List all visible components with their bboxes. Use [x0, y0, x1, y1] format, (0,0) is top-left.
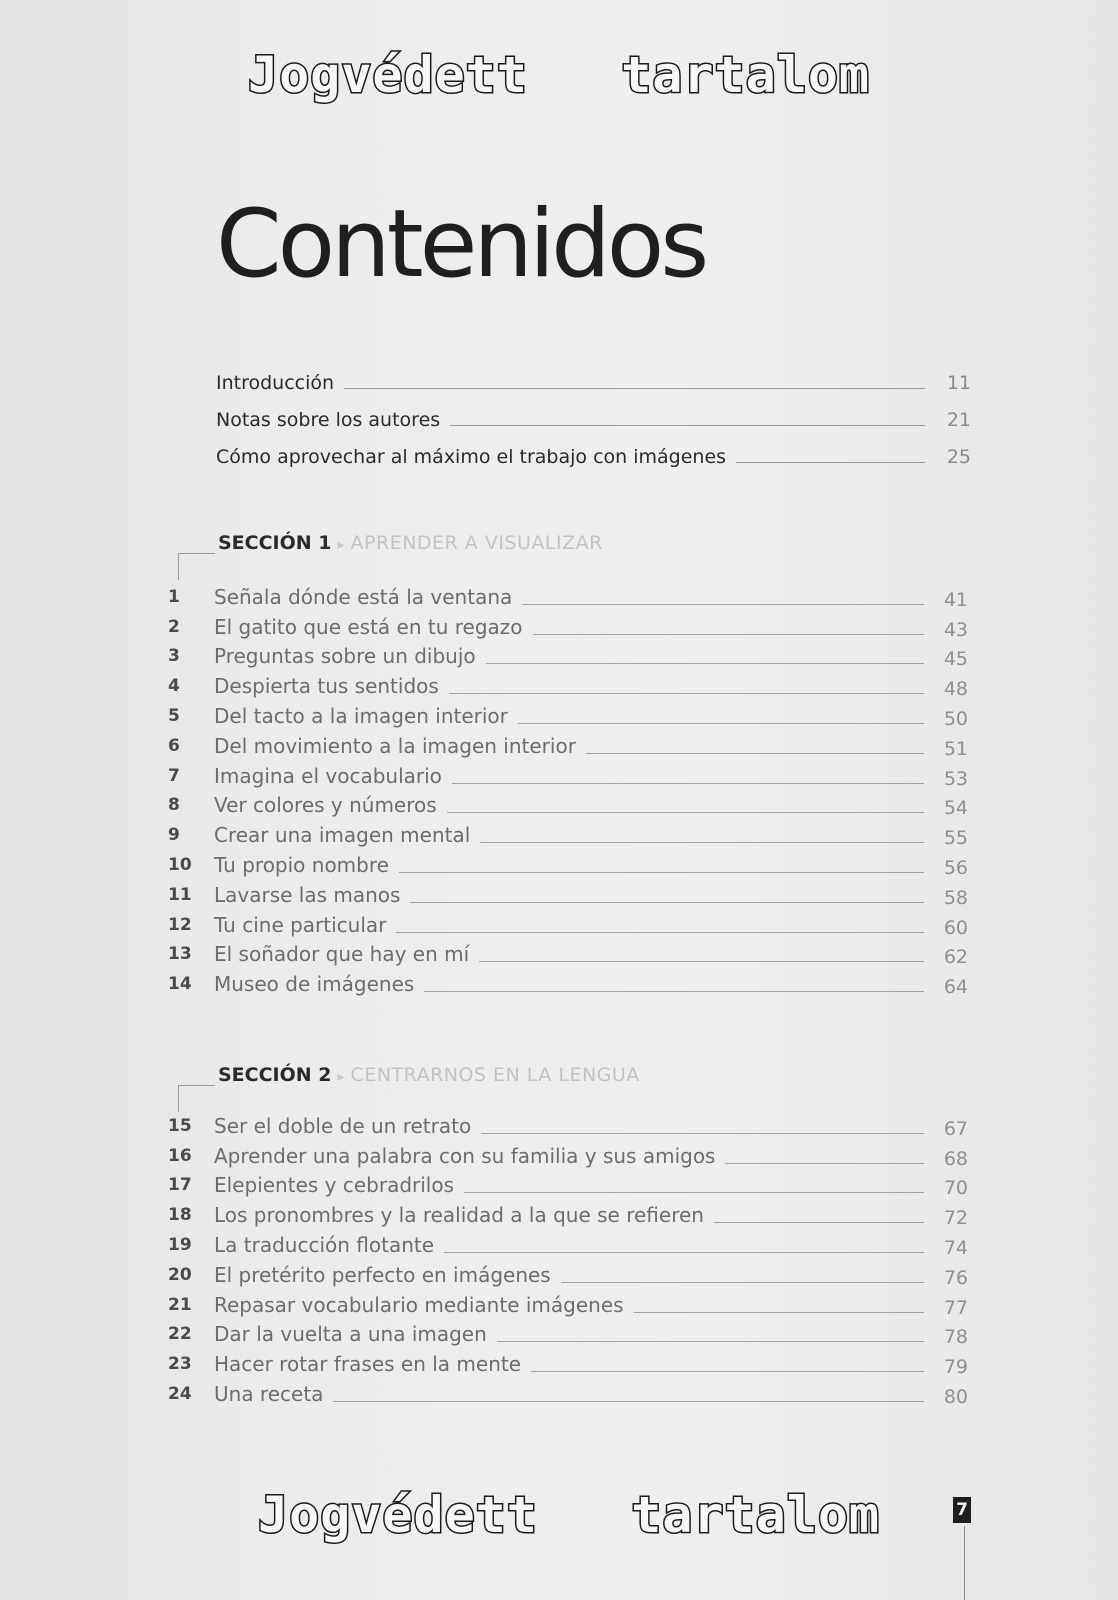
leader-line: [333, 1401, 924, 1402]
list-item: [168, 790, 968, 820]
list-item: [168, 1140, 968, 1170]
list-item: [168, 1289, 968, 1319]
leader-line: [399, 872, 924, 873]
item-number: 22: [168, 1324, 192, 1345]
leader-line: [450, 425, 925, 426]
item-page: 58: [943, 886, 968, 909]
item-number: 24: [168, 1383, 192, 1404]
item-number: 8: [168, 795, 180, 816]
item-page: 50: [943, 707, 968, 730]
section-2-bracket: [178, 1085, 215, 1112]
leader-line: [481, 1133, 924, 1134]
item-label: Del movimiento a la imagen interior: [214, 733, 576, 758]
item-number: 20: [168, 1264, 192, 1285]
list-item: [168, 1378, 968, 1408]
leader-line: [464, 1192, 924, 1193]
leader-line: [480, 842, 924, 843]
leader-line: [714, 1222, 924, 1223]
toc-entry-label: Cómo aprovechar al máximo el trabajo con imágenes: [216, 446, 727, 468]
toc-entry-page: 25: [946, 446, 971, 468]
page-number-rule: [964, 1526, 965, 1600]
page-title: Contenidos: [216, 190, 706, 299]
list-item: [168, 1348, 968, 1378]
leader-line: [736, 462, 925, 463]
item-page: 77: [943, 1296, 968, 1319]
list-item: [168, 1229, 968, 1259]
leader-line: [522, 604, 924, 605]
list-item: [168, 1199, 968, 1229]
item-label: Imagina el vocabulario: [214, 763, 442, 788]
item-page: 51: [943, 737, 968, 760]
item-label: Del tacto a la imagen interior: [214, 703, 508, 728]
list-item: [168, 849, 968, 879]
leader-line: [447, 812, 924, 813]
item-label: Tu cine particular: [214, 912, 387, 937]
item-label: El soñador que hay en mí: [214, 942, 470, 967]
leader-line: [586, 753, 924, 754]
list-item: [168, 641, 968, 671]
item-number: 23: [168, 1354, 192, 1375]
item-page: 43: [943, 618, 968, 641]
list-item: [168, 819, 968, 849]
section-subtitle: CENTRARNOS EN LA LENGUA: [350, 1064, 640, 1086]
arrow-icon: ▸: [337, 1069, 345, 1085]
item-number: 2: [168, 616, 180, 637]
item-page: 54: [943, 797, 968, 820]
item-number: 1: [168, 586, 180, 607]
item-number: 3: [168, 646, 180, 667]
item-page: 67: [943, 1117, 968, 1140]
item-label: Preguntas sobre un dibujo: [214, 644, 476, 669]
item-number: 10: [168, 854, 192, 875]
item-number: 17: [168, 1175, 192, 1196]
list-item: [168, 730, 968, 760]
leader-line: [344, 388, 925, 389]
list-item: [168, 939, 968, 969]
list-item: [168, 611, 968, 641]
item-label: Museo de imágenes: [214, 972, 415, 997]
section-1-heading: [218, 532, 603, 554]
item-label: Repasar vocabulario mediante imágenes: [214, 1292, 624, 1317]
item-number: 12: [168, 914, 192, 935]
toc-entry-label: Introducción: [216, 372, 335, 394]
item-label: Una receta: [214, 1381, 324, 1406]
item-number: 21: [168, 1294, 192, 1315]
item-number: 11: [168, 884, 192, 905]
item-page: 78: [943, 1326, 968, 1349]
toc-entry-como-aprovechar: [216, 442, 971, 468]
list-item: [168, 581, 968, 611]
item-label: Aprender una palabra con su familia y sus amigos: [214, 1143, 716, 1168]
item-label: Ver colores y números: [214, 793, 437, 818]
leader-line: [449, 693, 924, 694]
page-number: 7: [953, 1497, 971, 1523]
item-label: Señala dónde está la ventana: [214, 584, 513, 609]
item-label: Crear una imagen mental: [214, 823, 471, 848]
item-page: 68: [943, 1147, 968, 1170]
item-page: 76: [943, 1266, 968, 1289]
item-page: 79: [943, 1356, 968, 1379]
section-1-list: [168, 581, 968, 998]
item-number: 13: [168, 944, 192, 965]
item-page: 62: [943, 946, 968, 969]
item-page: 64: [943, 976, 968, 999]
item-number: 19: [168, 1234, 192, 1255]
item-label: Hacer rotar frases en la mente: [214, 1352, 522, 1377]
list-item: [168, 968, 968, 998]
item-number: 5: [168, 705, 180, 726]
leader-line: [561, 1282, 924, 1283]
item-label: El pretérito perfecto en imágenes: [214, 1262, 551, 1287]
leader-line: [497, 1341, 924, 1342]
item-page: 55: [943, 827, 968, 850]
leader-line: [479, 961, 924, 962]
section-1-bracket: [178, 553, 215, 580]
item-page: 72: [943, 1207, 968, 1230]
item-page: 48: [943, 678, 968, 701]
arrow-icon: ▸: [337, 537, 345, 553]
item-label: Los pronombres y la realidad a la que se refieren: [214, 1203, 704, 1228]
list-item: [168, 670, 968, 700]
leader-line: [531, 1371, 924, 1372]
item-page: 80: [943, 1385, 968, 1408]
section-2-heading: [218, 1064, 640, 1086]
item-label: Dar la vuelta a una imagen: [214, 1322, 487, 1347]
toc-entry-introduccion: [216, 368, 971, 394]
leader-line: [410, 902, 924, 903]
item-page: 74: [943, 1236, 968, 1259]
section-subtitle: APRENDER A VISUALIZAR: [350, 532, 603, 554]
list-item: [168, 1259, 968, 1289]
list-item: [168, 1319, 968, 1349]
leader-line: [725, 1163, 924, 1164]
list-item: [168, 760, 968, 790]
item-label: Lavarse las manos: [214, 882, 401, 907]
toc-entry-page: 11: [946, 372, 971, 394]
item-number: 15: [168, 1115, 192, 1136]
item-page: 56: [943, 856, 968, 879]
list-item: [168, 700, 968, 730]
item-page: 60: [943, 916, 968, 939]
toc-entry-page: 21: [946, 409, 971, 431]
item-number: 16: [168, 1145, 192, 1166]
item-label: La traducción flotante: [214, 1232, 435, 1257]
item-label: Despierta tus sentidos: [214, 674, 439, 699]
leader-line: [424, 991, 924, 992]
watermark-top: Jogvédett tartalom: [247, 46, 871, 104]
item-page: 70: [943, 1177, 968, 1200]
section-2-list: [168, 1110, 968, 1408]
item-label: Tu propio nombre: [214, 852, 389, 877]
item-page: 41: [943, 588, 968, 611]
item-page: 45: [943, 648, 968, 671]
item-number: 6: [168, 735, 180, 756]
item-number: 9: [168, 825, 180, 846]
leader-line: [444, 1252, 924, 1253]
leader-line: [518, 723, 924, 724]
item-number: 7: [168, 765, 180, 786]
item-number: 4: [168, 676, 180, 697]
item-page: 53: [943, 767, 968, 790]
section-title: SECCIÓN 1: [218, 532, 332, 554]
list-item: [168, 1110, 968, 1140]
item-number: 14: [168, 974, 192, 995]
leader-line: [486, 663, 924, 664]
list-item: [168, 879, 968, 909]
leader-line: [452, 783, 924, 784]
section-title: SECCIÓN 2: [218, 1064, 332, 1086]
watermark-bottom: Jogvédett tartalom: [257, 1486, 881, 1544]
toc-entry-label: Notas sobre los autores: [216, 409, 441, 431]
item-label: Elepientes y cebradrilos: [214, 1173, 455, 1198]
item-number: 18: [168, 1205, 192, 1226]
leader-line: [396, 932, 924, 933]
leader-line: [533, 634, 924, 635]
toc-entry-notas: [216, 405, 971, 431]
leader-line: [634, 1312, 924, 1313]
list-item: [168, 1170, 968, 1200]
item-label: Ser el doble de un retrato: [214, 1113, 472, 1138]
item-label: El gatito que está en tu regazo: [214, 614, 523, 639]
list-item: [168, 909, 968, 939]
